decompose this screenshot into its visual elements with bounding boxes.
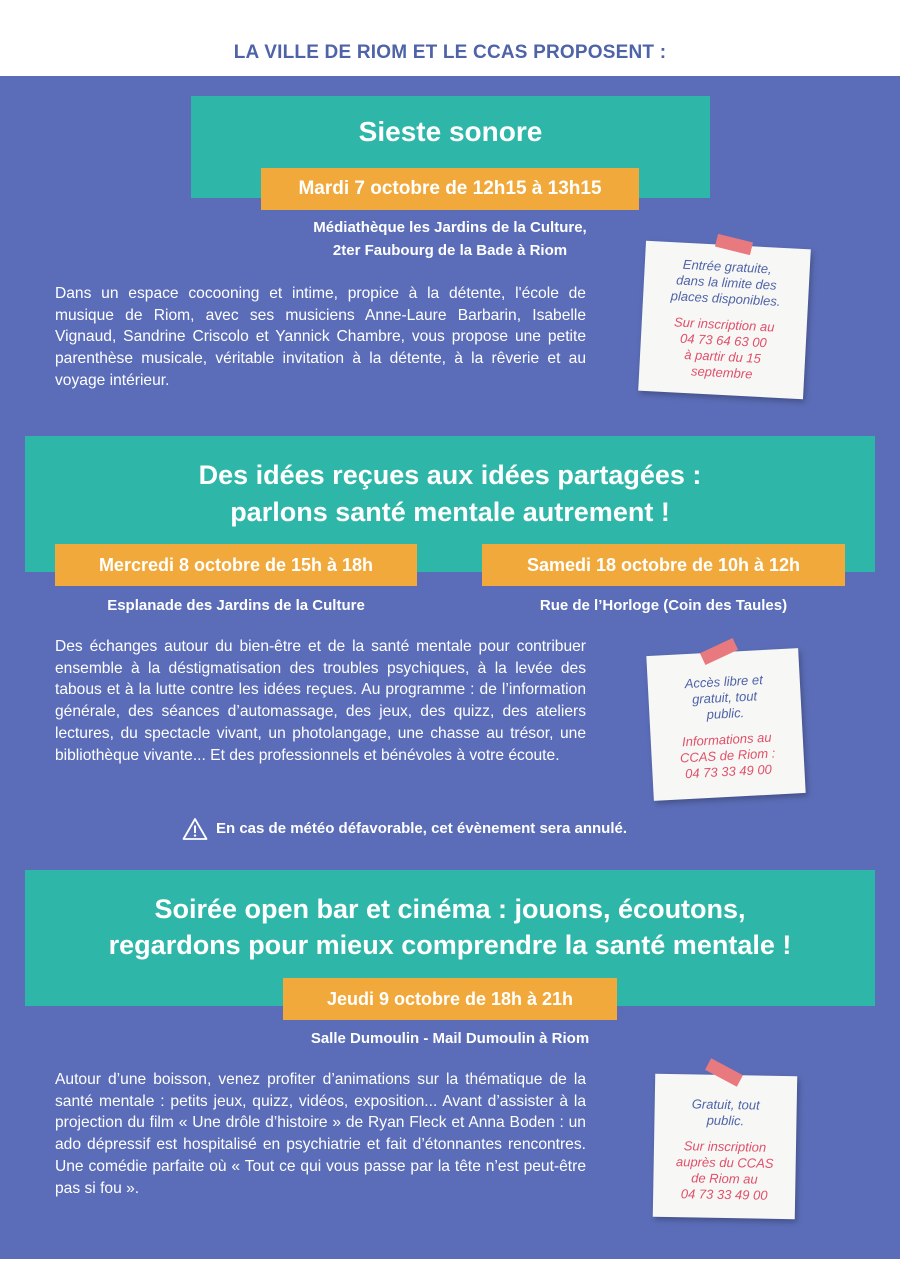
event3-note-contact1: Sur inscription: [683, 1138, 767, 1155]
event3-date-badge: Jeudi 9 octobre de 18h à 21h: [283, 978, 617, 1020]
event1-note-contact2: 04 73 64 63 00: [679, 330, 768, 351]
event2-note-contact3: 04 73 33 49 00: [684, 761, 773, 782]
event1-note-line1: Entrée gratuite,: [682, 256, 773, 277]
event1-location-line2: 2ter Faubourg de la Bade à Riom: [332, 242, 568, 259]
event2-warning-text: En cas de météo défavorable, cet évènement sera annulé.: [216, 820, 628, 837]
event1-title: Sieste sonore: [358, 116, 543, 147]
event2-weather-warning: [182, 817, 742, 841]
event1-note-line2: dans la limite des: [675, 272, 778, 293]
event3-note-contact3: de Riom au: [691, 1170, 758, 1187]
event2-note-contact2: CCAS de Riom :: [679, 745, 776, 766]
event1-note-contact4: septembre: [690, 363, 753, 382]
footer-strip: [0, 1259, 900, 1273]
event1-note-contact3: à partir du 15: [683, 346, 762, 366]
event1-note-line3: places disponibles.: [670, 288, 781, 309]
event3-description: Autour d’une boisson, venez profiter d’animations sur la thématique de la santé mentale : petits jeux, quizz, vidéos, exposition... Avant d’assister à la projection du film « Une drôle d’histoire » de Ryan Fleck et Anna Boden : un ado dépressif est hospitalisé en psychiatrie et fait d’étonnantes rencontres. Une comédie parfaite où « Tout ce qui vous passe par la tête n’est peut-être pas si fou ».: [55, 1071, 586, 1197]
event2-location2: Rue de l’Horloge (Coin des Taules): [539, 597, 788, 614]
event1-description: Dans un espace cocooning et intime, propice à la détente, l'école de musique de Riom, avec ses musiciens Anne-Laure Barbarin, Isabelle Vignaud, Sandrine Criscolo et Yannick Chambre, vous propose une petite parenthèse musicale, véritable invitation à la détente, à la rêverie et au voyage intérieur.: [55, 285, 586, 389]
header-strip: [0, 0, 900, 76]
event1-note-contact1: Sur inscription au: [673, 314, 775, 335]
event1-date-badge: Mardi 7 octobre de 12h15 à 13h15: [261, 168, 639, 210]
event3-title-line2: regardons pour mieux comprendre la santé mentale !: [108, 930, 792, 960]
event2-date2-badge: Samedi 18 octobre de 10h à 12h: [482, 544, 845, 586]
event2-note-line1: Accès libre et: [684, 672, 764, 692]
warning-icon: [182, 817, 208, 841]
event1-location-line1: Médiathèque les Jardins de la Culture,: [313, 219, 587, 236]
event3-note-contact4: 04 73 33 49 00: [680, 1186, 768, 1203]
event3-note-contact2: auprès du CCAS: [675, 1154, 774, 1171]
event2-title-line2: parlons santé mentale autrement !: [230, 497, 670, 527]
event2-note-line2: gratuit, tout: [691, 688, 758, 707]
event3-note-line1: Gratuit, tout: [691, 1096, 760, 1113]
event2-info-note: [646, 648, 805, 801]
event3-location: Salle Dumoulin - Mail Dumoulin à Riom: [310, 1030, 590, 1047]
event3-info-note: [653, 1074, 797, 1219]
event2-note-line3: public.: [706, 705, 745, 722]
event2-note-contact1: Informations au: [681, 729, 772, 750]
event2-title-line1: Des idées reçues aux idées partagées :: [198, 460, 702, 490]
event2-description: Des échanges autour du bien-être et de la santé mentale pour contribuer ensemble à la déstigmatisation des troubles psychiques, à la levée des tabous et à la lutte contre les idées reçues. Au programme : de l’information générale, des séances d’automassage, des jeux, des quizz, des ateliers lectures, du spectacle vivant, un photolangage, une chasse au trésor, une bibliothèque vivante... Et des professionnels et bénévoles à votre écoute.: [55, 638, 586, 764]
event1-info-note: [638, 241, 811, 399]
header-title: LA VILLE DE RIOM ET LE CCAS PROPOSENT :: [233, 42, 667, 63]
event2-location1: Esplanade des Jardins de la Culture: [107, 597, 365, 614]
event3-title-line1: Soirée open bar et cinéma : jouons, écoutons,: [154, 894, 746, 924]
event2-date1-badge: Mercredi 8 octobre de 15h à 18h: [55, 544, 417, 586]
event3-note-line2: public.: [706, 1112, 745, 1129]
